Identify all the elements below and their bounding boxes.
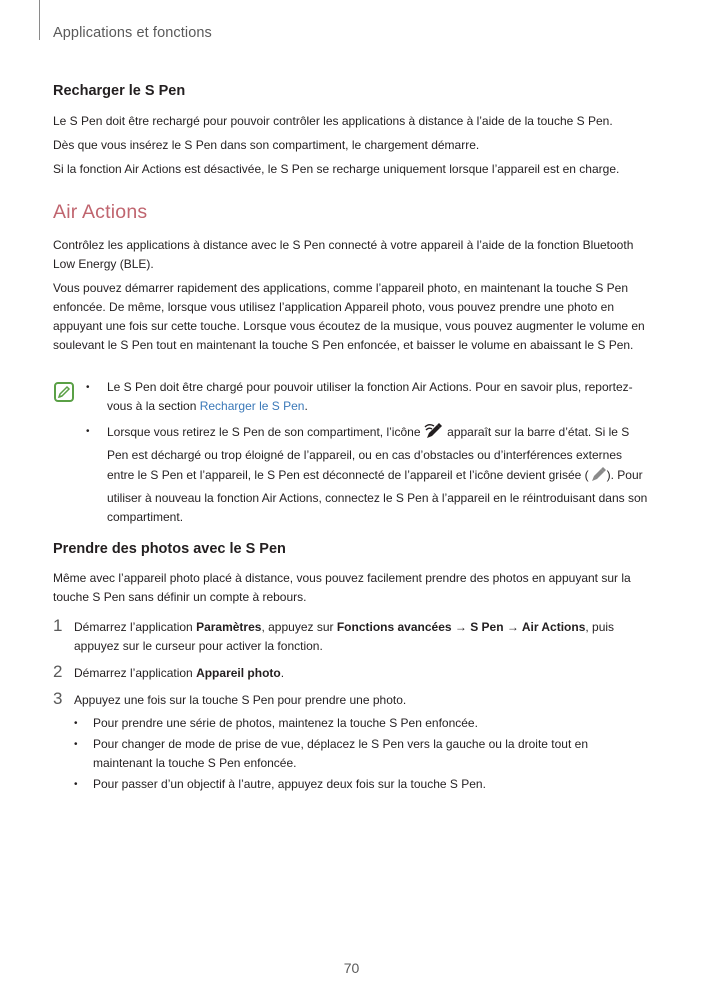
recharge-heading: Recharger le S Pen <box>53 83 186 99</box>
recharge-section <box>53 82 649 101</box>
recharge-body <box>53 112 649 184</box>
recharge-paragraph-2: Dès que vous insérez le S Pen dans son compartiment, le chargement démarre. <box>53 138 480 152</box>
step-3-sublist <box>53 714 649 794</box>
sub-item: • Pour passer d’un objectif à l’autre, appuyez deux fois sur la touche S Pen. <box>74 775 649 794</box>
bullet: • <box>86 426 90 437</box>
step-item: 2 Démarrez l’application Appareil photo. <box>53 662 285 681</box>
photos-heading: Prendre des photos avec le S Pen <box>53 541 286 557</box>
photos-section <box>53 540 649 559</box>
air-actions-section <box>53 203 649 222</box>
bullet: • <box>74 718 78 729</box>
recharge-paragraph-3: Si la fonction Air Actions est désactivée, le S Pen se recharge uniquement lorsque l’appareil est en charge. <box>53 162 620 176</box>
sub-item: • Pour prendre une série de photos, maintenez la touche S Pen enfoncée. <box>74 714 649 733</box>
recharge-link[interactable]: Recharger le S Pen <box>199 399 305 413</box>
air-actions-paragraph-2: Vous pouvez démarrer rapidement des applications, comme l’appareil photo, en maintenant la touche S Pen enfoncée. De même, lorsque vous utilisez l’application Appareil photo, vous pouvez prendre une photo en appuyant une fois sur cette touche. Lorsque vous écoutez de la musique, vous pouvez augmenter le volume en soulevant le S Pen tout en maintenant la touche S Pen enfoncée, et baisser le volume en abaissant le S Pen. <box>53 281 645 352</box>
air-actions-heading: Air Actions <box>53 201 148 223</box>
s-pen-connected-icon <box>424 422 444 446</box>
note-box <box>86 378 652 533</box>
header-rule <box>39 0 40 40</box>
step-number: 2 <box>53 662 63 681</box>
s-pen-disconnected-icon <box>589 465 607 489</box>
note-item: • Le S Pen doit être chargé pour pouvoir utiliser la fonction Air Actions. Pour en savoir plus, reportez-vous à la section Recharger le S Pen. <box>86 380 633 413</box>
step-item: 3 Appuyez une fois sur la touche S Pen pour prendre une photo. <box>53 689 407 708</box>
photos-paragraph: Même avec l’appareil photo placé à distance, vous pouvez facilement prendre des photos en appuyant sur la touche S Pen sans définir un compte à rebours. <box>53 571 631 604</box>
sub-item: • Pour changer de mode de prise de vue, déplacez le S Pen vers la gauche ou la droite tout en maintenant la touche S Pen enfoncée. <box>74 737 588 770</box>
bullet: • <box>86 382 90 393</box>
bullet: • <box>74 739 78 750</box>
air-actions-paragraph-1: Contrôlez les applications à distance avec le S Pen connecté à votre appareil à l’aide de la fonction Bluetooth Low Energy (BLE). <box>53 238 634 271</box>
step-number: 3 <box>53 689 63 708</box>
air-actions-body <box>53 236 649 360</box>
note-icon <box>54 382 74 402</box>
steps-list <box>53 618 649 796</box>
recharge-paragraph-1: Le S Pen doit être rechargé pour pouvoir contrôler les applications à distance à l’aide de la touche S Pen. <box>53 114 613 128</box>
note-item: • Lorsque vous retirez le S Pen de son compartiment, l’icône apparaît sur la barre d’état. Si le S Pen est déchargé ou trop éloigné de l’appareil, ou en cas d’obstacles ou d’interférences externes entre le S Pen et l’appareil, le S Pen est déconnecté de l’appareil et l’icône devient grisée ( ). Pour utiliser à nouveau la fonction Air Actions, connectez le S Pen à l’appareil en le réintroduisant dans son compartiment. <box>86 422 652 527</box>
page-number: 70 <box>343 960 360 976</box>
photos-body <box>53 569 649 612</box>
step-item: 1 Démarrez l’application Paramètres, appuyez sur Fonctions avancées → S Pen → Air Actions, puis appuyez sur le curseur pour activer la fonction. <box>53 616 615 653</box>
step-number: 1 <box>53 616 63 635</box>
bullet: • <box>74 779 78 790</box>
section-header: Applications et fonctions <box>53 25 212 41</box>
